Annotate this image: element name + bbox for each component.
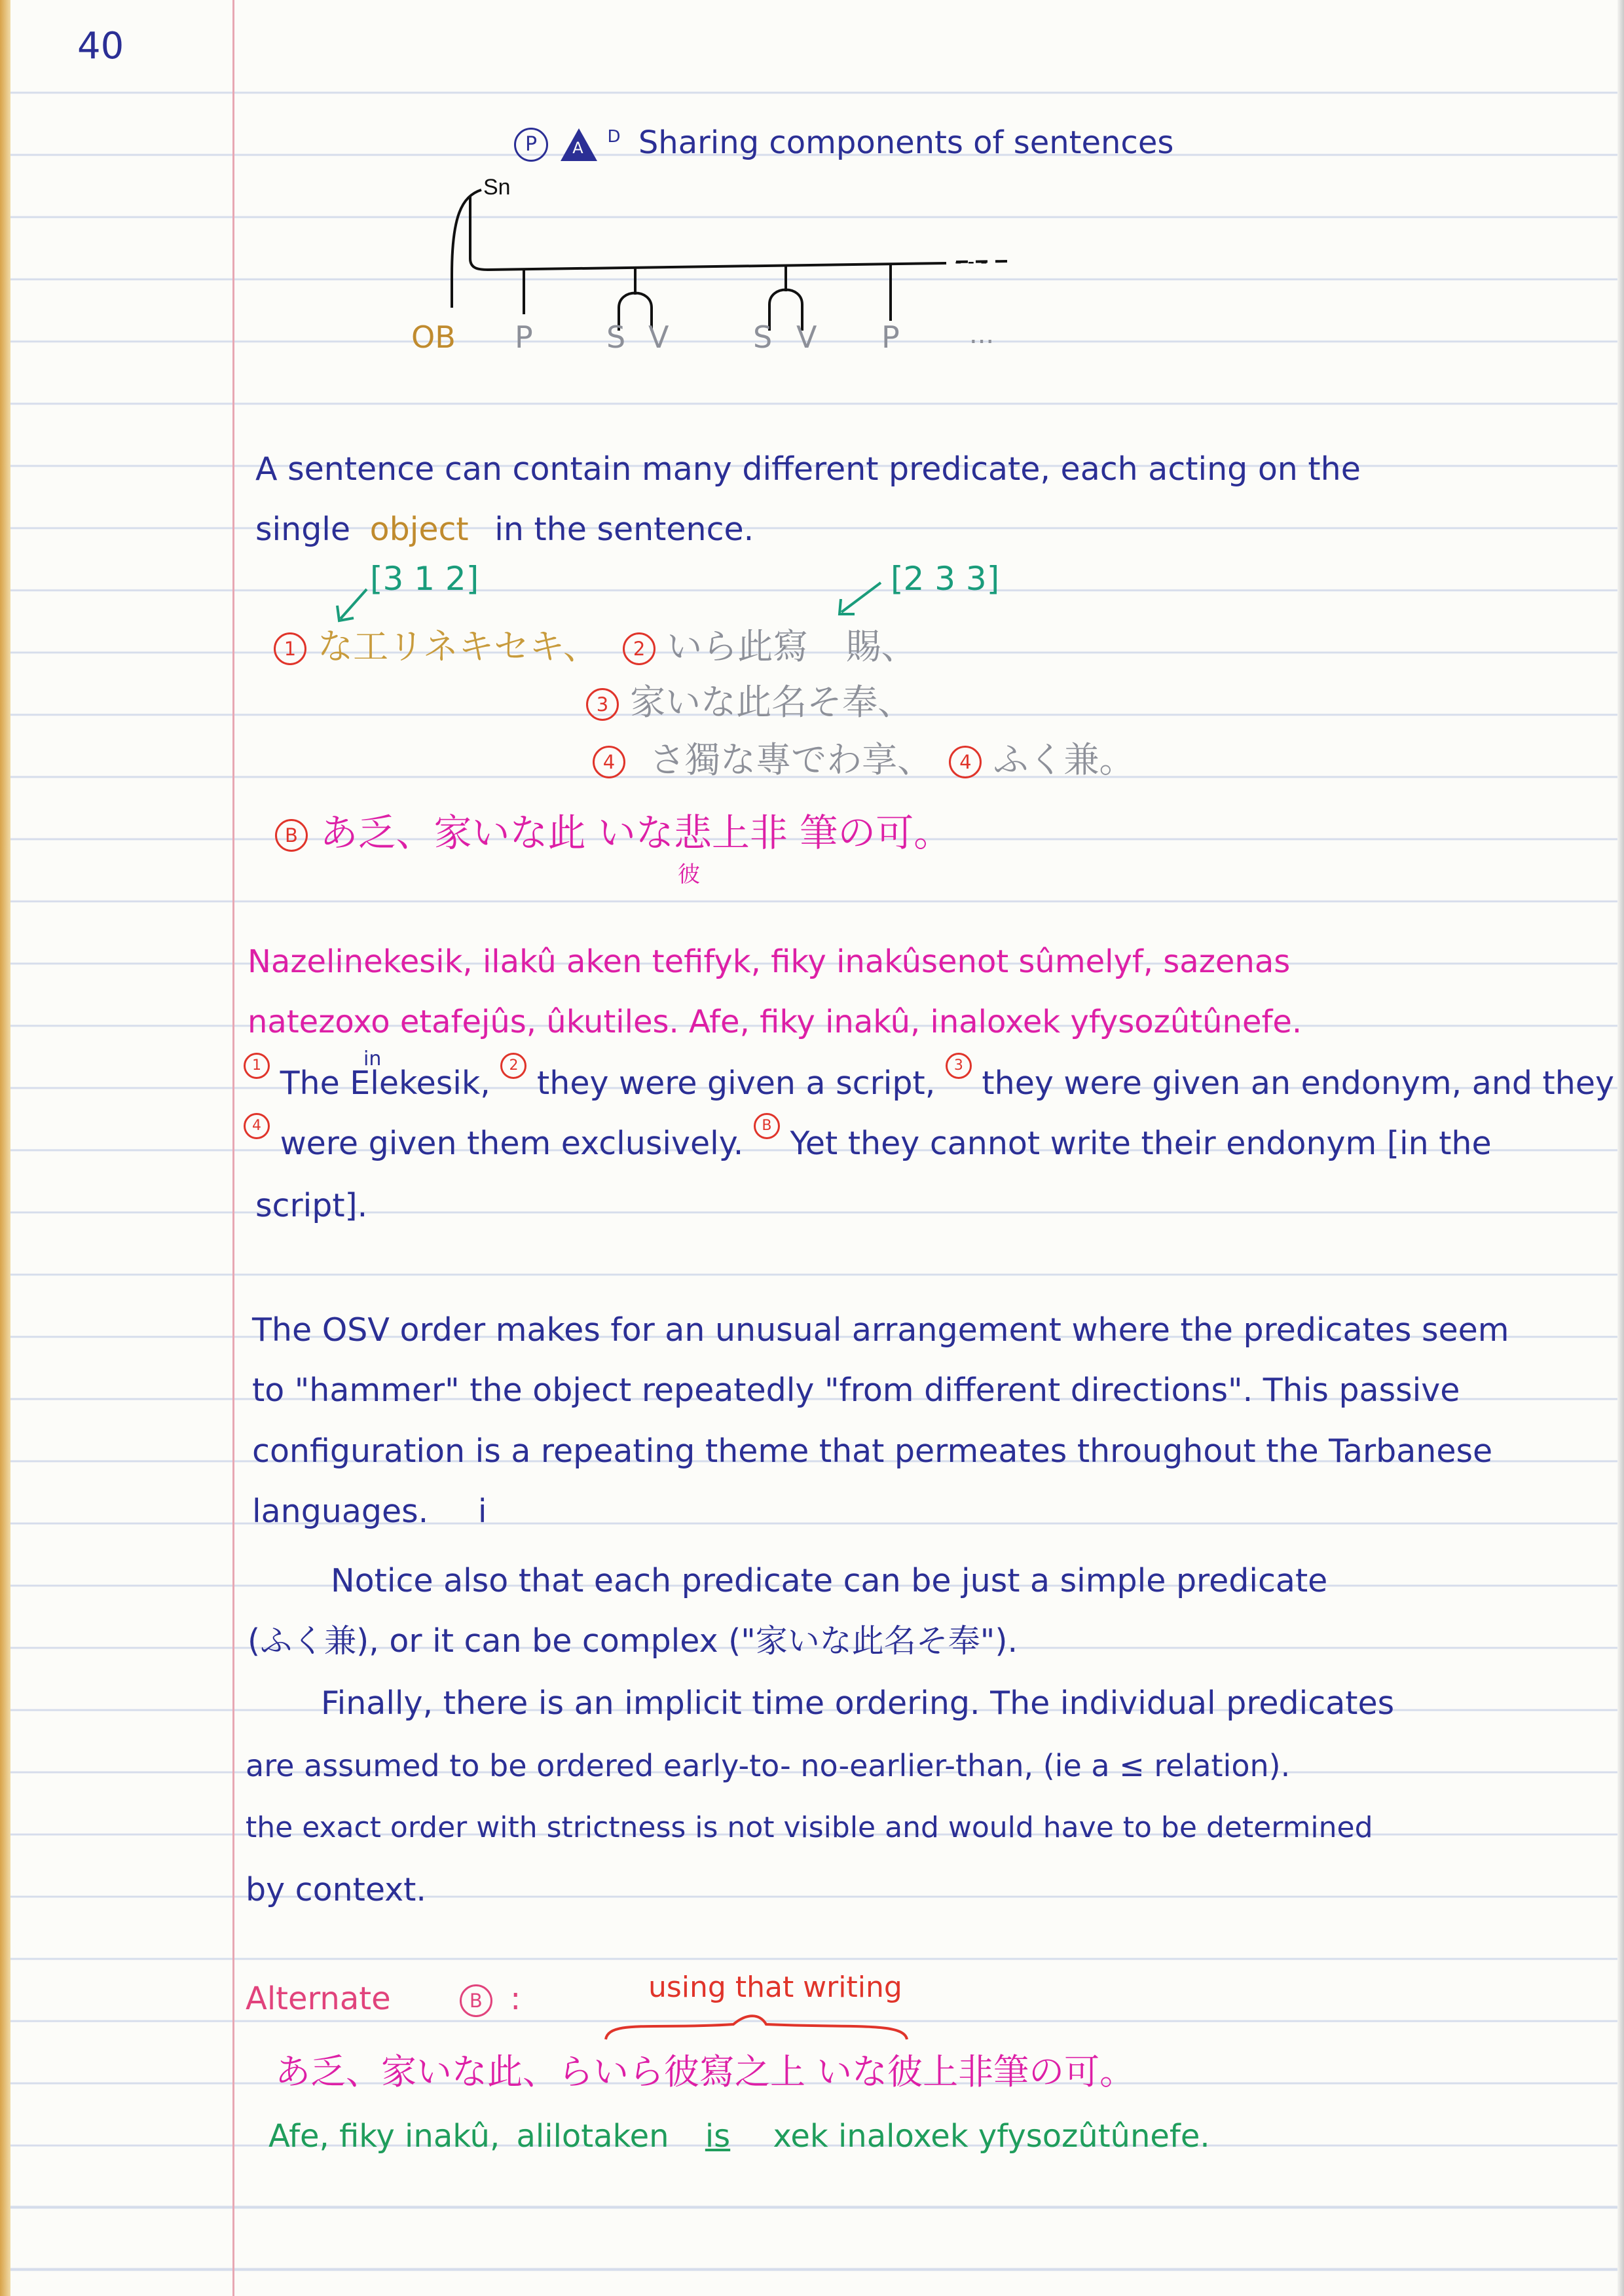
translit-line-1: Nazelinekesik, ilakû aken tefifyk, fiky inakûsenot sûmelyf, sazenas — [248, 943, 1291, 980]
translation-num-2: 2 — [500, 1053, 526, 1079]
body-p3-line-2: are assumed to be ordered early-to- no-earlier-than, (ie a ≤ relation). — [246, 1748, 1291, 1783]
body-p3-line-4: by context. — [246, 1871, 426, 1908]
leaf-v1: V — [648, 319, 669, 355]
intro-object: object — [369, 511, 469, 548]
example-num-1: 1 — [274, 632, 306, 665]
body-p1-line-2: to "hammer" the object repeatedly "from different directions". This passive — [252, 1372, 1460, 1409]
example-num-b: B — [275, 819, 308, 852]
body-p1-line-1: The OSV order makes for an unusual arrangement where the predicates seem — [252, 1311, 1509, 1349]
leaf-p2: P — [881, 319, 900, 355]
alternate-latin-b: alilotaken — [516, 2118, 669, 2155]
leaf-s2: S — [753, 319, 773, 355]
heading-title: Sharing components of sentences — [638, 124, 1174, 161]
intro-line-1: A sentence can contain many different predicate, each acting on the — [255, 450, 1361, 488]
example-l3-tail: ふく兼。 — [993, 739, 1135, 780]
alternate-latin — [268, 2118, 1210, 2155]
example-num-4a: 4 — [593, 746, 625, 778]
bracket-233: [2 3 3] — [891, 560, 1000, 598]
translation-num-3: 3 — [946, 1053, 972, 1079]
translation-num-b: B — [754, 1113, 780, 1139]
leaf-object: OB — [411, 319, 456, 355]
translation-in-mark: in — [363, 1048, 382, 1070]
body-p3-line-3: the exact order with strictness is not visible and would have to be determined — [246, 1811, 1373, 1844]
tree-root-label: Sn — [483, 175, 511, 200]
body-p2-line-1: Notice also that each predicate can be just a simple predicate — [331, 1562, 1328, 1599]
translation-l2-b: Yet they cannot write their endonym [in the — [790, 1125, 1492, 1162]
heading-marker-a-letter: A — [572, 139, 583, 157]
translit-line-2: natezoxo etafejûs, ûkutiles. Afe, fiky inakû, inaloxek yfysozûtûnefe. — [248, 1004, 1302, 1040]
example-num-4b: 4 — [949, 746, 982, 778]
translation-l2-a: were given them exclusively. — [280, 1125, 744, 1162]
heading-marker-p: P — [514, 128, 548, 162]
example-l2-text: 家いな此名そ奉、 — [630, 682, 913, 723]
leaf-s1: S — [606, 319, 626, 355]
translation-l1-c: they were given an endonym, and they — [982, 1065, 1614, 1102]
leaf-v2: V — [796, 319, 817, 355]
translation-num-1: 1 — [244, 1053, 270, 1079]
translation-line-3: script]. — [255, 1187, 368, 1224]
example-num-2: 2 — [623, 632, 655, 665]
alternate-label: Alternate — [246, 1980, 391, 2017]
body-p1-l4-text: languages. — [252, 1493, 429, 1530]
alternate-latin-c: xek inaloxek yfysozûtûnefe. — [773, 2118, 1210, 2155]
body-p2-line-2: (ふく兼), or it can be complex ("家いな此名そ奉"). — [248, 1622, 1018, 1660]
alternate-jp: あ乏、家いな此、らいら彼寫之上 いな彼上非筆の可。 — [275, 2051, 1135, 2092]
translation-l1-b: they were given a script, — [537, 1065, 936, 1102]
alternate-note: using that writing — [648, 1971, 902, 2004]
example-l1-second: いら此寫 — [667, 626, 809, 667]
example-l1-third: 賜、 — [845, 626, 917, 667]
example-l1-first: な工リネキセキ、 — [318, 626, 599, 667]
alternate-latin-a: Afe, fiky inakû, — [268, 2118, 500, 2155]
translation-num-4: 4 — [244, 1113, 270, 1139]
alternate-colon: : — [510, 1980, 521, 2017]
body-p1-line-3: configuration is a repeating theme that permeates throughout the Tarbanese — [252, 1432, 1493, 1470]
intro-rest: in the sentence. — [494, 511, 754, 548]
page-number: 40 — [77, 25, 124, 67]
example-lb-sub: 彼 — [678, 862, 700, 888]
tree-dots: - - - — [955, 249, 987, 273]
translation-l1-a: The Elekesik, — [280, 1065, 490, 1102]
example-l3-text: さ獨な專でわ享、 — [650, 739, 933, 780]
heading-marker-sup: D — [607, 127, 621, 147]
alternate-latin-is: is — [705, 2118, 731, 2155]
bracket-312: [3 1 2] — [370, 560, 479, 598]
intro-single: single — [255, 511, 351, 548]
example-num-3: 3 — [586, 688, 619, 721]
body-p3-line-1: Finally, there is an implicit time ordering. The individual predicates — [321, 1685, 1395, 1722]
leaf-p1: P — [515, 319, 533, 355]
leaf-ellipsis: ... — [969, 319, 995, 350]
example-lb-text: あ乏、家いな此 いな悲上非 筆の可。 — [320, 811, 952, 855]
body-p1-l4-tail: i — [477, 1493, 487, 1530]
alternate-marker: B — [460, 1984, 492, 2017]
